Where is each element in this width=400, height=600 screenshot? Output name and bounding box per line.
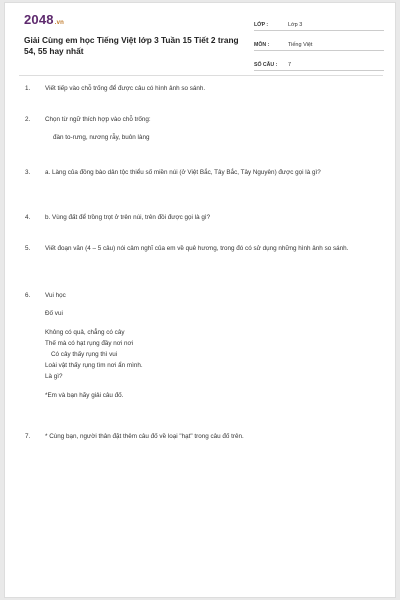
document-title: Giải Cùng em học Tiếng Việt lớp 3 Tuần 15 Tiết 2 trang 54, 55 hay nhất (24, 35, 239, 56)
meta-label: MÔN : (254, 42, 270, 48)
question-text: a. Làng của đồng bào dân tộc thiểu số miền núi (ở Việt Bắc, Tây Bắc, Tây Nguyên) được gọi là gì? (45, 169, 321, 176)
riddle-line: Có cây thấy rụng thì vui (51, 351, 118, 358)
question-text: b. Vùng đất để trồng trọt ở trên núi, trên đồi được gọi là gì? (45, 214, 211, 221)
riddle-title: Đố vui (45, 310, 63, 317)
riddle-note: *Em và bạn hãy giải câu đố. (45, 392, 124, 399)
meta-label: LỚP : (254, 22, 269, 28)
question-number: 7. (25, 433, 31, 440)
meta-row-subject (254, 35, 384, 51)
meta-label: SỐ CÂU : (254, 62, 278, 68)
question-item (25, 167, 375, 178)
question-number: 4. (25, 214, 31, 221)
riddle-line: Thế mà có hạt rụng đầy nơi nơi (45, 340, 134, 347)
question-text: * Cùng bạn, người thân đặt thêm câu đố về loại "hạt" trong câu đố trên. (45, 433, 244, 440)
meta-value: Lớp 3 (288, 22, 303, 28)
meta-row-count (254, 55, 384, 71)
riddle-line: Loài vật thấy rụng tìm nơi ẩn mình. (45, 362, 143, 369)
riddle-line: Là gì? (45, 373, 63, 380)
question-item (25, 290, 375, 401)
question-item (25, 83, 375, 94)
question-number: 5. (25, 245, 31, 252)
question-text: Viết đoạn văn (4 – 5 câu) nói cảm nghĩ của em về quê hương, trong đó có sử dụng những hình ảnh so sánh. (45, 245, 349, 252)
question-text: Chọn từ ngữ thích hợp vào chỗ trống: (45, 116, 151, 123)
word-options: đàn to-rưng, nương rẫy, buôn làng (53, 134, 150, 141)
question-item (25, 431, 375, 442)
riddle-line: Không có quả, chẳng có cây (45, 329, 125, 336)
question-number: 6. (25, 292, 31, 299)
meta-value: 7 (288, 62, 292, 68)
question-number: 3. (25, 169, 31, 176)
question-item (25, 114, 375, 143)
question-text: Vui học (45, 292, 66, 299)
question-number: 1. (25, 85, 31, 92)
question-item (25, 212, 375, 223)
header-divider (19, 75, 383, 76)
brand-logo[interactable] (24, 12, 64, 27)
meta-info (254, 15, 384, 75)
document-page (4, 2, 396, 598)
question-text: Viết tiếp vào chỗ trống để được câu có hình ảnh so sánh. (45, 85, 206, 92)
question-number: 2. (25, 116, 31, 123)
meta-row-class (254, 15, 384, 31)
question-item (25, 243, 375, 254)
brand-suffix: .vn (54, 20, 65, 26)
meta-value: Tiếng Việt (288, 42, 313, 48)
brand-name: 2048 (24, 12, 54, 27)
